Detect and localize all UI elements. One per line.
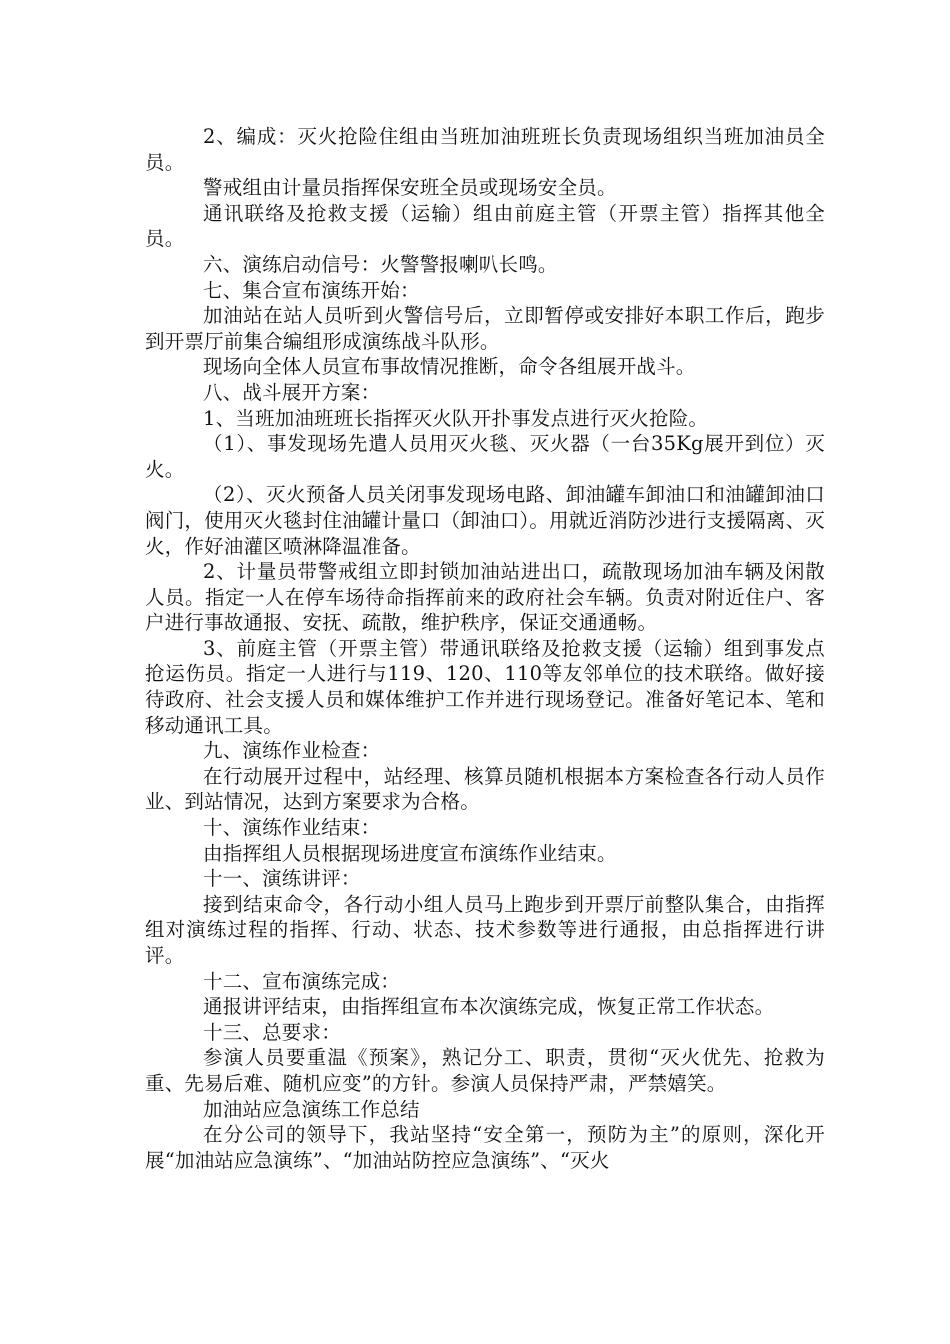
heading-assembly: 七、集合宣布演练开始：	[203, 278, 420, 302]
heading-completion: 十二、宣布演练完成：	[203, 969, 401, 993]
paragraph-requirements: 参演人员要重温《预案》，熟记分工、职责，贯彻“灭火优先、抢救为重、先易后难、随机应变”的方针。参演人员保持严肃，严禁嬉笑。	[145, 1046, 825, 1095]
paragraph-announce: 现场向全体人员宣布事故情况推断，命令各组展开战斗。	[203, 355, 696, 379]
paragraph-summary: 在分公司的领导下，我站坚持“安全第一，预防为主”的原则，深化开展“加油站应急演练”、“加油站防控应急演练”、“灭火	[145, 1123, 825, 1172]
paragraph-reserve-team: （2）、灭火预备人员关闭事发现场电路、卸油罐车卸油口和油罐卸油口阀门，使用灭火毯封住油罐计量口（卸油口）。用就近消防沙进行支援隔离、灭火，作好油灌区喷淋降温准备。	[145, 483, 825, 558]
paragraph-review: 接到结束命令，各行动小组人员马上跑步到开票厅前整队集合，由指挥组对演练过程的指挥、行动、状态、技术参数等进行通报，由总指挥进行讲评。	[145, 892, 825, 967]
heading-summary: 加油站应急演练工作总结	[203, 1097, 420, 1121]
document-page	[145, 124, 825, 1173]
paragraph-composition: 2、编成：灭火抢险住组由当班加油班班长负责现场组织当班加油员全员。	[145, 125, 825, 174]
paragraph-guard-group: 警戒组由计量员指挥保安班全员或现场安全员。	[203, 176, 617, 200]
heading-inspection: 九、演练作业检查：	[203, 739, 381, 763]
heading-drill-end: 十、演练作业结束：	[203, 816, 381, 840]
paragraph-firefighting: 1、当班加油班班长指挥灭火队开扑事发点进行灭火抢险。	[203, 406, 709, 430]
paragraph-drill-end: 由指挥组人员根据现场进度宣布演练作业结束。	[203, 841, 617, 865]
paragraph-advance-team: （1）、事发现场先遣人员用灭火毯、灭火器（一台35Kg展开到位）灭火。	[145, 432, 825, 481]
heading-review: 十一、演练讲评：	[203, 867, 361, 891]
paragraph-inspection: 在行动展开过程中，站经理、核算员随机根据本方案检查各行动人员作业、到站情况，达到方案要求为合格。	[145, 764, 825, 814]
heading-battle-plan: 八、战斗展开方案：	[203, 380, 381, 404]
paragraph-guard-action: 2、计量员带警戒组立即封锁加油站进出口，疏散现场加油车辆及闲散人员。指定一人在停车场待命指挥前来的政府社会车辆。负责对附近住户、客户进行事故通报、安抚、疏散，维护秩序，保证交通通畅。	[145, 560, 825, 635]
paragraph-assembly: 加油站在站人员听到火警信号后，立即暂停或安排好本职工作后，跑步到开票厅前集合编组形成演练战斗队形。	[145, 304, 825, 353]
paragraph-rescue-action: 3、前庭主管（开票主管）带通讯联络及抢救支援（运输）组到事发点抢运伤员。指定一人进行与119、120、110等友邻单位的技术联络。做好接待政府、社会支援人员和媒体维护工作并进行现场登记。准备好笔记本、笔和移动通讯工具。	[145, 636, 825, 737]
heading-requirements: 十三、总要求：	[203, 1020, 341, 1044]
paragraph-completion: 通报讲评结束，由指挥组宣布本次演练完成，恢复正常工作状态。	[203, 995, 775, 1019]
heading-start-signal: 六、演练启动信号：火警警报喇叭长鸣。	[203, 252, 558, 276]
paragraph-comms-group: 通讯联络及抢救支援（运输）组由前庭主管（开票主管）指挥其他全员。	[145, 201, 825, 251]
